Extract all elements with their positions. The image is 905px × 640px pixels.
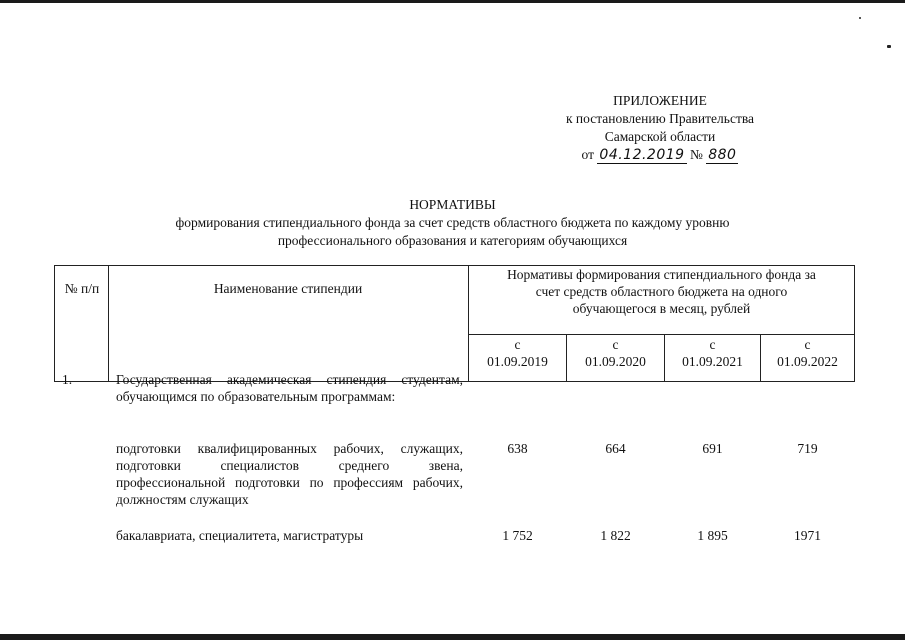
header-norms-line-2: счет средств областного бюджета на одного — [535, 284, 788, 299]
date-header-2019 — [469, 336, 566, 370]
date-value: 01.09.2020 — [585, 354, 646, 369]
scan-speck — [887, 45, 891, 48]
handwritten-date: 04.12.2019 — [599, 147, 685, 163]
date-header-2021 — [665, 336, 760, 370]
table-line — [54, 265, 55, 382]
document-heading — [100, 196, 805, 250]
table-line — [854, 265, 855, 382]
date-prefix: с — [709, 337, 716, 352]
row-1-sub-1-value-2020: 664 — [605, 441, 626, 456]
row-1-num: 1. — [62, 372, 73, 387]
number-prefix: № — [689, 147, 703, 162]
row-1-title: Государственная академическая стипендия студентам, обучающимся по образовательным программам: — [116, 372, 463, 404]
row-1-sub-1-value-2021: 691 — [702, 441, 723, 456]
heading-line-1: формирования стипендиального фонда за счет средств областного бюджета по каждому уровню — [175, 215, 730, 230]
date-value: 01.09.2022 — [777, 354, 838, 369]
row-1-sub-2-value-2021: 1 895 — [697, 528, 728, 543]
handwritten-number: 880 — [708, 147, 737, 163]
date-prefix: от — [581, 147, 595, 162]
scan-speck — [859, 17, 861, 19]
appendix-title: ПРИЛОЖЕНИЕ — [613, 93, 707, 108]
date-value: 01.09.2019 — [487, 354, 548, 369]
header-norms — [470, 266, 853, 317]
row-1-sub-1-value-2019: 638 — [507, 441, 528, 456]
header-name: Наименование стипендии — [213, 281, 363, 296]
date-prefix: с — [514, 337, 521, 352]
appendix-block — [540, 92, 780, 164]
scan-border-top — [0, 0, 905, 3]
row-1-sub-2-title: бакалавриата, специалитета, магистратуры — [116, 528, 364, 543]
date-header-2022 — [761, 336, 854, 370]
header-norms-line-1: Нормативы формирования стипендиального фонда за — [507, 267, 816, 282]
row-1-sub-2-value-2022: 1971 — [794, 528, 821, 543]
header-norms-line-3: обучающегося в месяц, рублей — [572, 301, 751, 316]
scan-border-bottom — [0, 634, 905, 640]
date-header-2020 — [567, 336, 664, 370]
appendix-line-2: Самарской области — [604, 129, 716, 144]
date-prefix: с — [804, 337, 811, 352]
heading-line-2: профессионального образования и категориям обучающихся — [277, 233, 628, 248]
row-1-sub-2-value-2020: 1 822 — [600, 528, 631, 543]
heading-title: НОРМАТИВЫ — [409, 197, 496, 212]
header-num: № п/п — [64, 281, 100, 296]
row-1-sub-1-value-2022: 719 — [797, 441, 818, 456]
appendix-date-line — [540, 146, 780, 164]
table-line — [108, 265, 109, 382]
row-1-sub-1-title: подготовки квалифицированных рабочих, служащих, подготовки специалистов среднего звена, профессиональной подготовки по профессиям рабочих, должностям служащих — [116, 441, 463, 507]
row-1-sub-2-value-2019: 1 752 — [502, 528, 533, 543]
table-line — [468, 334, 855, 335]
date-prefix: с — [612, 337, 619, 352]
appendix-line-1: к постановлению Правительства — [565, 111, 755, 126]
date-value: 01.09.2021 — [682, 354, 743, 369]
